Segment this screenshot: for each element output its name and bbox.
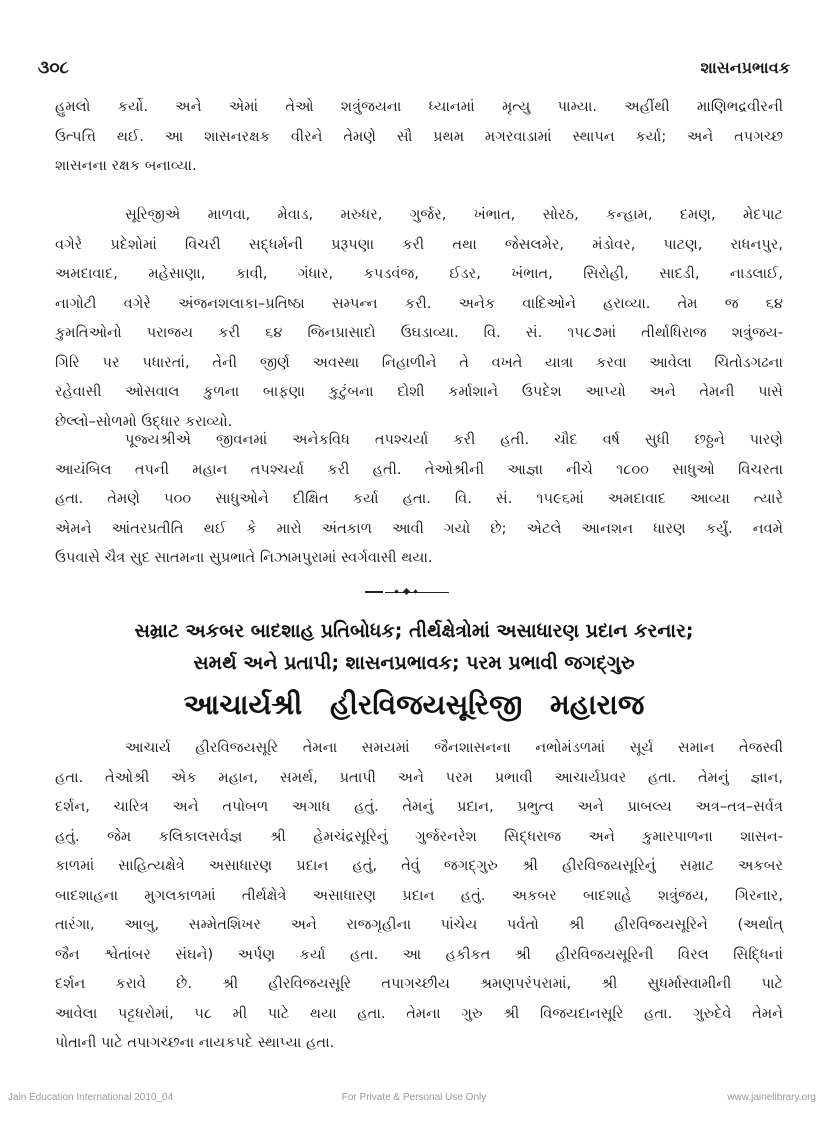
text-line: પોતાની પાટે તપાગચ્છના નાયકપદે સ્થાપ્યા હતા. [55,1034,335,1051]
text-line: રહેવાસી ઓસવાલ કુળના બાફણા કુટુંબના દોશી કર્માશાને ઉપદેશ આપ્યો અને તેમની પાસે [55,383,783,400]
text-line: આવેલા પટ્ટધરોમાં, ૫૮ મી પાટે થયા હતા. તેમના ગુરુ શ્રી વિજયદાનસૂરિ હતા. ગુરુદેવે તેમને [55,1004,783,1022]
paragraph-continuation [55,92,783,181]
footer-usage-note: For Private & Personal Use Only [341,1092,487,1103]
text-line: અમદાવાદ, મહેસાણા, કાવી, ગંધાર, કપડવંજ, ઈડર, ખંભાત, સિરોહી, સાદડી, નાડલાઈ, [55,265,783,282]
text-line: હતું. જેમ કલિકાલસર્વજ્ઞ શ્રી હેમચંદ્રસૂરિનું ગુર્જરનરેશ સિદ્ધરાજ અને કુમારપાળના શાસન- [55,827,783,845]
page-number: ૩૦૮ [38,58,69,78]
text-line: કાળમાં સાહિત્યક્ષેત્રે અસાધારણ પ્રદાન હતું, તેવું જગદ્ગુરુ શ્રી હીરવિજયસૂરિનું સમ્રાટ અકબર [55,857,783,874]
text-line: ઉત્પત્તિ થઈ. આ શાસનરક્ષક વીરને તેમણે સૌ પ્રથમ મગરવાડામાં સ્થાપન કર્યા; અને તપગચ્છ [55,127,783,145]
text-line: આચાર્ય હીરવિજયસૂરિ તેમના સમયમાં જૈનશાસનના નભોમંડળમાં સૂર્ય સમાન તેજસ્વી [125,739,783,756]
ornamental-separator [365,589,449,595]
text-line: જૈન શ્વેતાંબર સંઘને) અર્પણ કર્યા હતા. આ હકીકત શ્રી હીરવિજયસૂરિની વિરલ સિદ્ધિનાં [55,945,783,963]
text-line: ગિરિ પર પધારતાં, તેની જીર્ણ અવસ્થા નિહાળીને તે વખતે યાત્રા કરવા આવેલા ચિતોડગઢના [55,353,783,371]
footer-publisher: Jain Education International 2010_04 [8,1092,174,1103]
text-line: છેલ્લો–સોળમો ઉદ્ધાર કરાવ્યો. [55,412,233,430]
paragraph-biography [55,733,783,1058]
section-subtitle: સમ્રાટ અકબર બાદશાહ પ્રતિબોધક; તીર્થક્ષેત્રોમાં અસાધારણ પ્રદાન કરનાર; [134,620,694,642]
text-line: દર્શન કરાવે છે. શ્રી હીરવિજયસૂરિ તપાગચ્છીય શ્રમણપરંપરામાં, શ્રી સુધર્માસ્વામીની પાટે [55,975,783,992]
text-line: બાદશાહના મુગલકાળમાં તીર્થક્ષેત્રે અસાધારણ પ્રદાન હતું. અકબર બાદશાહે શત્રુંજય, ગિરનાર, [55,886,783,904]
text-line: પૂજ્યશ્રીએ જીવનમાં અનેકવિધ તપશ્ચર્યા કરી હતી. ચૌદ વર્ષ સુધી છઠ્ઠને પારણે [125,431,783,448]
section-title: આચાર્યશ્રી હીરવિજયસૂરિજી મહારાજ [183,688,645,721]
paragraph-austerities [55,425,783,573]
page-footer [0,1092,828,1108]
text-line: ઉપવાસે ચૈત્ર સુદ સાતમના સુપ્રભાતે નિઝામપુરામાં સ્વર્ગવાસી થયા. [55,549,433,566]
text-line: હતા. તેમણે ૫૦૦ સાધુઓને દીક્ષિત કર્યા હતા. વિ. સં. ૧૫૯૬માં અમદાવાદ આવ્યા ત્યારે [55,490,783,507]
text-line: હુમલો કર્યો. અને એમાં તેઓ શત્રુંજયના ધ્યાનમાં મૃત્યુ પામ્યા. અહીંથી માણિભદ્રવીરની [55,98,783,115]
text-line: શાસનના રક્ષક બનાવ્યા. [55,157,197,174]
text-line: કુમતિઓનો પરાજય કરી ૬૪ જિનપ્રાસાદો ઉઘડાવ્યા. વિ. સં. ૧૫૮૭માં તીર્થાધિરાજ શત્રુંજય- [55,324,783,341]
section-subtitle: સમર્થ અને પ્રતાપી; શાસનપ્રભાવક; પરમ પ્રભાવી જગદ્ગુરુ [193,652,635,674]
page-header [38,58,790,82]
footer-website-link[interactable]: www.jainelibrary.org [727,1092,816,1103]
text-line: તારંગા, આબુ, સમ્મેતશિખર અને રાજગૃહીના પાંચેય પર્વતો શ્રી હીરવિજયસૂરિને (અર્થાત્ [55,916,783,933]
running-title: શાસનપ્રભાવક [700,58,790,77]
text-line: એમને આંતરપ્રતીતિ થઈ કે મારો અંતકાળ આવી ગયો છે; એટલે આનશન ધારણ કર્યું. નવમે [55,519,783,537]
text-line: નાગોટી વગેરે અંજનશલાકા–પ્રતિષ્ઠા સમ્પન્ન કરી. અનેક વાદિઓને હરાવ્યા. તેમ જ ૬૪ [55,294,783,312]
paragraph-travels [55,200,783,436]
text-line: સૂરિજીએ માળવા, મેવાડ, મરુધર, ગુર્જર, ખંભાત, સોરઠ, કન્હામ, દમણ, મેદપાટ [125,206,783,223]
text-line: હતા. તેઓશ્રી એક મહાન, સમર્થ, પ્રતાપી અને પરમ પ્રભાવી આચાર્યપ્રવર હતા. તેમનું જ્ઞાન, [55,768,783,786]
text-line: આયંબિલ તપની મહાન તપશ્ચર્યા કરી હતી. તેઓશ્રીની આજ્ઞા નીચે ૧૮૦૦ સાધુઓ વિચરતા [55,460,783,478]
text-line: વગેરે પ્રદેશોમાં વિચરી સદ્ધર્મની પ્રરૂપણા કરી તથા જેસલમેર, મંડોવર, પાટણ, રાધનપુર, [55,235,783,253]
text-line: દર્શન, ચારિત્ર અને તપોબળ અગાધ હતું. તેમનું પ્રદાન, પ્રભુત્વ અને પ્રાબલ્ય અત્ર–તત્ર–સર્વત્ર [55,798,783,815]
